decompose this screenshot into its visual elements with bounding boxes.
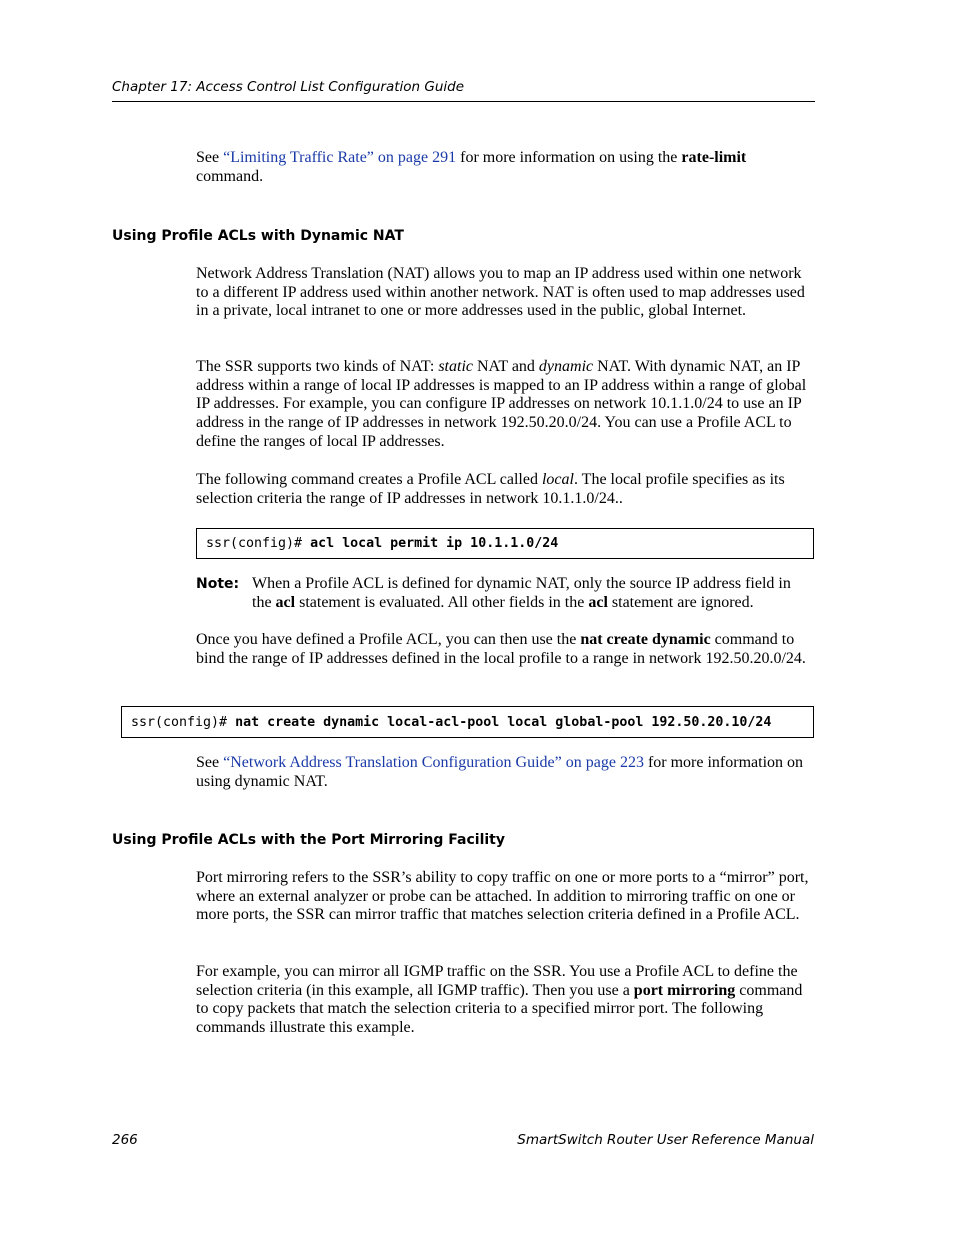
emphasis: dynamic (538, 358, 594, 375)
code-block (196, 528, 814, 559)
command-name: acl (588, 593, 608, 611)
code-block (121, 706, 814, 738)
header-rule (112, 101, 815, 102)
text-run: statement is evaluated. All other fields in the (295, 593, 589, 611)
text-run: For example, you can mirror all IGMP traffic on the SSR. You use a Profile ACL to define the selection criteria (in this example, all IGMP traffic). Then you use a (196, 963, 798, 999)
paragraph (196, 471, 814, 508)
emphasis: static (438, 358, 473, 375)
page-number: 266 (112, 1132, 138, 1148)
paragraph (196, 963, 814, 1038)
intro-end: command. (196, 167, 264, 185)
note-label: Note: (196, 576, 240, 592)
text-run: When a Profile ACL is defined for dynamic NAT, only the source IP address field in the (252, 575, 791, 611)
code-command: acl local permit ip 10.1.1.0/24 (310, 536, 559, 551)
text-run: statement are ignored. (607, 593, 754, 611)
paragraph: Network Address Translation (NAT) allows you to map an IP address used within one network to a different IP address used within another network. NAT is often used to map addresses used in a private, local intranet to one or more addresses used in the public, global Internet. (196, 265, 805, 320)
section-heading: Using Profile ACLs with the Port Mirroring Facility (112, 832, 505, 848)
intro-mid: for more information on using the (456, 149, 682, 166)
text-run: for more information on using dynamic NAT. (196, 754, 804, 790)
paragraph (196, 754, 814, 791)
command-name: port mirroring (633, 981, 736, 999)
text-run: command to bind the range of IP addresses defined in the local profile to a range in network 192.50.20.0/24. (196, 631, 806, 667)
section-heading: Using Profile ACLs with Dynamic NAT (112, 228, 404, 244)
code-prompt: ssr(config)# (131, 714, 236, 730)
cross-reference-link[interactable]: “Network Address Translation Configuration Guide” on page 223 (223, 754, 644, 771)
text-run: command to copy packets that match the selection criteria to a specified mirror port. The following commands illustrate this example. (196, 981, 803, 1037)
paragraph (196, 631, 814, 668)
text-run: NAT. With dynamic NAT, an IP address within a range of local IP addresses is mapped to an IP address within a range of global IP addresses. For example, you can configure IP addresses on network 10.1.1.0/24 to use an IP address in the range of IP addresses in network 192.50.20.0/24. You can use a Profile ACL to define the ranges of local IP addresses. (196, 358, 807, 450)
emphasis: local (541, 471, 574, 488)
code-command: nat create dynamic local-acl-pool local global-pool 192.50.20.10/24 (235, 714, 772, 730)
text-run: The SSR supports two kinds of NAT: (196, 358, 439, 375)
intro-paragraph (196, 149, 814, 186)
text-run: See (196, 754, 224, 771)
running-head: Chapter 17: Access Control List Configuration Guide (112, 79, 465, 95)
command-name: nat create dynamic (580, 631, 711, 648)
cross-reference-link[interactable]: “Limiting Traffic Rate” on page 291 (223, 149, 457, 166)
paragraph (196, 358, 814, 452)
paragraph: Port mirroring refers to the SSR’s ability to copy traffic on one or more ports to a “mirror” port, where an external analyzer or probe can be attached. In addition to mirroring traffic on one or more ports, the SSR can mirror traffic that matches selection criteria defined in a Profile ACL. (196, 869, 809, 924)
command-name: acl (275, 593, 296, 611)
intro-see: See (196, 149, 224, 166)
note-body (252, 575, 814, 612)
command-name: rate-limit (681, 149, 747, 166)
text-run: Once you have defined a Profile ACL, you can then use the (196, 631, 581, 648)
code-prompt: ssr(config)# (206, 536, 311, 551)
text-run: The following command creates a Profile ACL called (196, 471, 542, 488)
text-run: NAT and (473, 358, 539, 375)
manual-title: SmartSwitch Router User Reference Manual (517, 1132, 814, 1148)
text-run: . The local profile specifies as its selection criteria the range of IP addresses in network 10.1.1.0/24.. (196, 471, 785, 507)
